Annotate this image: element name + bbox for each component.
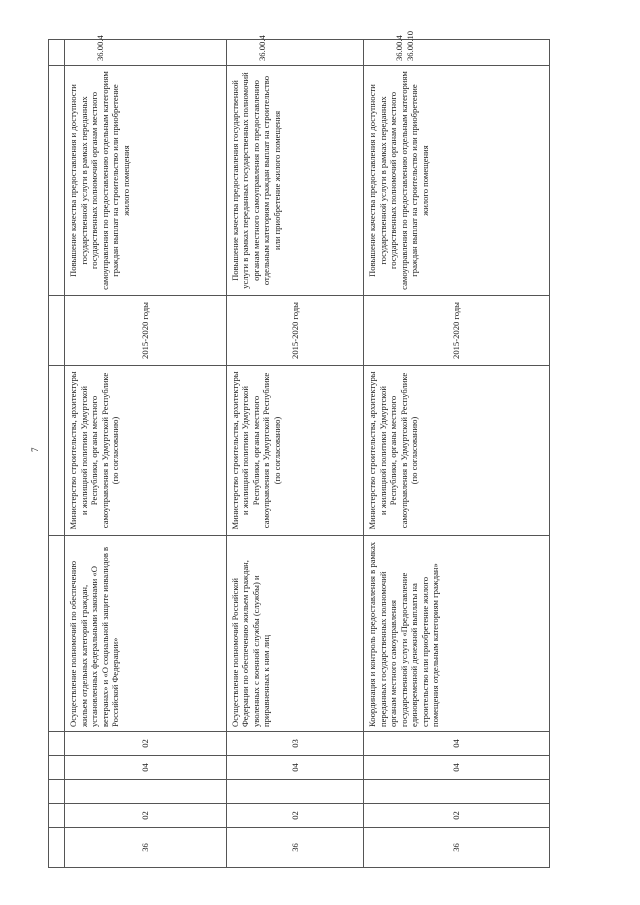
table-row xyxy=(364,40,550,868)
code-om-cell xyxy=(65,756,227,780)
indicator-cell xyxy=(364,30,550,66)
blank-cell xyxy=(49,366,65,536)
result-text: Повышение качества предоставления и доступности государственной услуги в рамках переданных государственных полномочий органам местного самоуправления по предоставлению отдельным категориям граждан выплат на строительство или приобретение жилого помещения xyxy=(367,71,430,290)
code-m-cell xyxy=(364,732,550,756)
blank-code-cell xyxy=(65,780,227,804)
description-cell xyxy=(226,536,363,732)
top-rule-row xyxy=(49,40,65,868)
indicator-cell xyxy=(226,35,363,66)
code-pp: 02 xyxy=(140,811,151,820)
code-m: 02 xyxy=(140,739,151,748)
period-cell xyxy=(65,296,227,366)
blank-code-cell xyxy=(226,780,363,804)
executor-text: Министерство строительства, архитектуры и жилищной политики Удмуртской Республики, органы местного самоуправления в Удмуртской Республике (по согласованию) xyxy=(229,371,282,530)
description-text: Координация и контроль предоставления в рамках переданных государственных полномочий органам местного самоуправления государственной услуги «Предоставление единовременной денежной выплаты на строительство или приобретение жилого помещения отдельным категориям граждан» xyxy=(367,541,441,727)
period-text: 2015-2020 годы xyxy=(451,302,462,359)
code-om-cell xyxy=(364,756,550,780)
code-pp-cell xyxy=(364,804,550,828)
code-gp-cell xyxy=(226,828,363,868)
code-om: 04 xyxy=(289,763,300,772)
code-om: 04 xyxy=(451,763,462,772)
period-text: 2015-2020 годы xyxy=(289,302,300,359)
code-pp: 02 xyxy=(289,811,300,820)
description-text: Осуществление полномочий Российской Федерации по обеспечению жильем граждан, уволенных с военной службы (службы) и приравненных к ним лиц xyxy=(229,560,272,727)
indicator-code: 36.00.4 xyxy=(95,35,106,61)
code-m: 04 xyxy=(451,739,462,748)
result-cell xyxy=(364,66,550,296)
executor-cell xyxy=(364,366,550,536)
blank-cell xyxy=(49,828,65,868)
code-gp-cell xyxy=(364,828,550,868)
description-cell xyxy=(364,536,550,732)
indicator-code: 36.00.10 xyxy=(404,30,415,61)
indicator-code: 36.00.4 xyxy=(256,35,267,61)
result-cell xyxy=(226,66,363,296)
description-text: Осуществление полномочий по обеспечению жильем отдельных категорий граждан, установленных федеральными законами «О ветеранах» и «О социальной защите инвалидов в Российской Федерации» xyxy=(68,546,121,727)
table-body xyxy=(65,30,550,868)
executor-cell xyxy=(65,366,227,536)
blank-code-cell xyxy=(364,780,550,804)
blank-cell xyxy=(49,732,65,756)
indicator-codes xyxy=(256,35,267,61)
code-gp: 36 xyxy=(451,843,462,852)
executor-text: Министерство строительства, архитектуры и жилищной политики Удмуртской Республики, органы местного самоуправления в Удмуртской Республике (по согласованию) xyxy=(68,371,121,530)
indicator-codes xyxy=(95,35,106,61)
blank-cell xyxy=(49,66,65,296)
indicator-code: 36.00.4 xyxy=(394,35,405,61)
period-text: 2015-2020 годы xyxy=(140,302,151,359)
code-om: 04 xyxy=(140,763,151,772)
program-table-rotated xyxy=(48,30,550,868)
code-m: 03 xyxy=(289,739,300,748)
code-om-cell xyxy=(226,756,363,780)
result-text: Повышение качества предоставления государственной услуги в рамках переданных государственных полномочий органам местного самоуправления по предоставлению отдельным категориям граждан выплат на строительство или приобретение жилого помещения xyxy=(229,72,282,289)
code-pp-cell xyxy=(65,804,227,828)
code-gp: 36 xyxy=(289,843,300,852)
result-text: Повышение качества предоставления и доступности государственной услуги в рамках переданных государственных полномочий органам местного самоуправления по предоставлению отдельным категориям граждан выплат на строительство или приобретение жилого помещения xyxy=(68,71,131,290)
program-table xyxy=(48,30,550,868)
code-pp: 02 xyxy=(451,811,462,820)
table-row xyxy=(226,40,363,868)
table-row xyxy=(65,40,227,868)
code-m-cell xyxy=(65,732,227,756)
code-gp: 36 xyxy=(140,843,151,852)
page-number: 7 xyxy=(30,447,40,452)
blank-cell xyxy=(49,780,65,804)
executor-cell xyxy=(226,366,363,536)
indicator-cell xyxy=(65,35,227,66)
code-gp-cell xyxy=(65,828,227,868)
period-cell xyxy=(364,296,550,366)
code-pp-cell xyxy=(226,804,363,828)
blank-cell xyxy=(49,296,65,366)
period-cell xyxy=(226,296,363,366)
description-cell xyxy=(65,536,227,732)
indicator-codes xyxy=(394,30,415,61)
code-m-cell xyxy=(226,732,363,756)
blank-cell xyxy=(49,536,65,732)
blank-cell xyxy=(49,804,65,828)
blank-cell xyxy=(49,40,65,66)
result-cell xyxy=(65,66,227,296)
blank-cell xyxy=(49,756,65,780)
executor-text: Министерство строительства, архитектуры и жилищной политики Удмуртской Республики, органы местного самоуправления в Удмуртской Республике (по согласованию) xyxy=(367,371,420,530)
